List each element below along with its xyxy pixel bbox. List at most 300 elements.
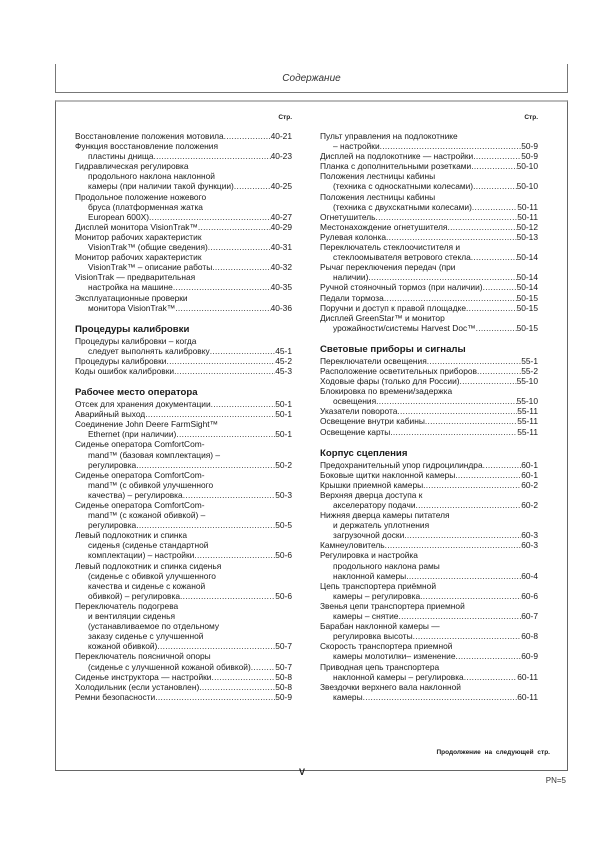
toc-entry[interactable] (75, 409, 292, 419)
toc-entry[interactable] (75, 192, 292, 222)
toc-entry-line: Отсек для хранения документации (75, 399, 211, 410)
toc-page-number[interactable]: 50-7 (275, 661, 292, 672)
toc-entry-last-line (75, 222, 292, 232)
dot-leader (466, 303, 517, 313)
toc-entry[interactable] (75, 252, 292, 272)
toc-page-number[interactable]: 50-8 (275, 681, 292, 692)
dot-leader (456, 651, 522, 661)
dot-leader (136, 520, 275, 530)
toc-entry[interactable] (320, 293, 538, 303)
toc-entry-last-line (320, 427, 538, 437)
toc-entry-line: Пульт управления на подлокотнике (320, 131, 458, 141)
dot-leader (471, 161, 516, 171)
toc-entry[interactable] (320, 641, 538, 661)
section-heading: Рабочее место оператора (75, 387, 198, 399)
toc-entry-line: загрузочной доски (333, 530, 405, 541)
toc-entry-line: Указатели поворота (320, 406, 398, 417)
toc-page-number[interactable]: 50-9 (521, 151, 538, 162)
dot-leader (136, 460, 275, 470)
toc-entry-line: (сиденье с улучшенной кожаной обивкой) (88, 661, 251, 672)
toc-entry[interactable] (75, 232, 292, 252)
toc-page-number[interactable]: 50-9 (275, 691, 292, 702)
toc-entry-line: Сиденье оператора ComfortCom- (75, 469, 205, 480)
toc-page-number[interactable]: 50-1 (275, 429, 292, 440)
toc-page-number[interactable]: 55-10 (516, 376, 538, 387)
toc-entry-line: Дисплей монитора VisionTrak™ (75, 221, 198, 232)
dot-leader (460, 376, 517, 386)
toc-entry[interactable] (320, 161, 538, 171)
toc-page-number[interactable]: 40-29 (270, 221, 292, 232)
toc-entry-line: камеры – регулировка (333, 590, 421, 601)
dot-leader (476, 323, 517, 333)
toc-entry-line: Регулировка и настройка (320, 550, 418, 561)
toc-entry-last-line (320, 470, 538, 480)
toc-entry[interactable] (75, 601, 292, 651)
dot-leader (376, 396, 516, 406)
toc-entry[interactable] (320, 550, 538, 580)
dot-leader (208, 242, 271, 252)
toc-entry-line: сиденья (сиденье стандартной (88, 540, 209, 551)
toc-entry[interactable] (75, 222, 292, 232)
dot-leader (199, 682, 275, 692)
toc-entry-line: качества и сиденье с кожаной (88, 580, 206, 591)
toc-entry[interactable] (320, 427, 538, 437)
toc-page-number[interactable]: 40-32 (270, 262, 292, 273)
toc-entry-line: (техника с односкатными колесами) (333, 181, 474, 192)
toc-entry-line: Планка с дополнительными розетками (320, 161, 472, 172)
dot-leader (183, 490, 276, 500)
continued-note: Продолжение на следующей стр. (436, 749, 550, 756)
toc-entry-last-line (75, 366, 292, 376)
page-title: Содержание (282, 73, 341, 84)
toc-entry[interactable] (320, 313, 538, 333)
toc-entry[interactable] (320, 303, 538, 313)
toc-page-number[interactable]: 45-3 (275, 365, 292, 376)
toc-entry[interactable] (320, 242, 538, 262)
toc-page-number[interactable]: 40-25 (270, 181, 292, 192)
toc-entry-line: Монитор рабочих характеристик (75, 252, 202, 263)
dot-leader (154, 151, 271, 161)
toc-entry-line: обивкой) – регулировка (88, 590, 180, 601)
header-box (55, 64, 568, 93)
toc-entry-last-line (320, 151, 538, 161)
dot-leader (194, 550, 275, 560)
toc-entry-line: Блокировка по времени/задержка (320, 386, 453, 397)
toc-entry-line: заказу сиденье с улучшенной (88, 631, 204, 642)
toc-entry[interactable] (320, 171, 538, 191)
toc-entry-last-line (320, 672, 538, 682)
toc-entry[interactable] (75, 161, 292, 191)
toc-entry-last-line (75, 131, 292, 141)
toc-entry-line: наклонной камеры – регулировка (333, 671, 464, 682)
toc-entry-line: Барабан наклонной камеры — (320, 621, 440, 632)
dot-leader (380, 141, 522, 151)
toc-entry-line: Сиденье оператора ComfortCom- (75, 500, 205, 510)
toc-page-number[interactable]: 50-12 (516, 221, 538, 232)
toc-entry-line: Скорость транспортера приемной (320, 641, 453, 652)
toc-page-number[interactable]: 60-2 (521, 479, 538, 490)
toc-page-number[interactable]: 50-8 (275, 671, 292, 682)
toc-entry[interactable] (320, 232, 538, 242)
toc-entry-last-line (320, 480, 538, 490)
dot-leader (416, 500, 522, 510)
dot-leader (477, 366, 521, 376)
toc-entry-line: кожаной обивкой) (88, 641, 158, 652)
dot-leader (368, 272, 516, 282)
toc-entry[interactable] (320, 131, 538, 151)
toc-entry-last-line (320, 500, 538, 510)
toc-entry-line: Соединение John Deere FarmSight™ (75, 419, 218, 430)
toc-entry[interactable] (75, 692, 292, 702)
toc-page-number[interactable]: 60-11 (517, 691, 538, 702)
toc-entry-last-line (75, 672, 292, 682)
dot-leader (175, 303, 270, 313)
dot-leader (455, 470, 521, 480)
toc-entry-line: Переключатель подогрева (75, 600, 179, 611)
toc-page-number[interactable]: 55-1 (521, 355, 538, 366)
toc-entry-last-line (75, 282, 292, 292)
toc-entry[interactable] (320, 601, 538, 621)
toc-page-number[interactable]: 60-9 (521, 651, 538, 662)
toc-entry-line: стеклоомывателя ветрового стекла (333, 252, 471, 263)
toc-entry-line: mand™ (базовая комплектация) – (88, 449, 221, 460)
dot-leader (180, 591, 275, 601)
toc-entry-line: Эксплуатационные проверки (75, 292, 188, 303)
toc-entry-last-line (320, 530, 538, 540)
toc-entry-line: Камнеуловитель (320, 540, 385, 551)
toc-entry[interactable] (75, 366, 292, 376)
toc-entry[interactable] (320, 151, 538, 161)
toc-entry-last-line (320, 272, 538, 282)
toc-entry-last-line (75, 212, 292, 222)
toc-entry-line: наклонной камеры (333, 570, 407, 581)
toc-entry-last-line (75, 662, 292, 672)
toc-entry[interactable] (75, 141, 292, 161)
toc-page-number[interactable]: 50-11 (517, 211, 538, 222)
dot-leader (234, 181, 271, 191)
toc-page-number[interactable]: 50-9 (521, 141, 538, 152)
toc-page-number[interactable]: 45-2 (275, 355, 292, 366)
toc-entry-line: Ремни безопасности (75, 691, 156, 702)
toc-entry[interactable] (75, 131, 292, 141)
toc-entry[interactable] (320, 490, 538, 510)
toc-entry-line: Ручной стояночный тормоз (при наличии) (320, 282, 483, 293)
toc-page-number[interactable]: 40-35 (270, 282, 292, 293)
toc-entry-last-line (75, 262, 292, 272)
page-column-header: Стр. (278, 114, 292, 121)
toc-page-number[interactable]: 50-14 (516, 272, 538, 283)
toc-page-number[interactable]: 50-11 (517, 201, 538, 212)
toc-entry[interactable] (75, 336, 292, 356)
toc-entry-line: Функция восстановление положения (75, 141, 218, 152)
toc-entry-line: Переключатели освещения (320, 355, 427, 366)
toc-entry-last-line (75, 399, 292, 409)
toc-entry-last-line (75, 490, 292, 500)
toc-entry-line: регулировка (88, 520, 137, 531)
toc-entry-line: Аварийный выход (75, 409, 146, 420)
toc-page-number[interactable]: 50-14 (516, 282, 538, 293)
toc-entry-line: mand™ (с обивкой улучшенного (88, 479, 214, 490)
toc-page-number[interactable]: 60-1 (521, 469, 538, 480)
toc-entry[interactable] (75, 399, 292, 409)
toc-entry[interactable] (320, 581, 538, 601)
toc-page-number[interactable]: 60-6 (521, 590, 538, 601)
toc-entry-line: Коды ошибок калибровки (75, 365, 175, 376)
toc-entry-line: Предохранительный упор гидроцилиндра (320, 459, 483, 470)
toc-entry-line: продольного наклона рамы (333, 560, 440, 571)
toc-entry-line: следует выполнять калибровку (88, 345, 210, 356)
toc-entry-last-line (320, 293, 538, 303)
toc-entry[interactable] (320, 682, 538, 702)
toc-entry-last-line (75, 356, 292, 366)
toc-entry[interactable] (320, 356, 538, 366)
toc-entry[interactable] (320, 262, 538, 282)
toc-page-number[interactable]: 60-3 (521, 540, 538, 551)
dot-leader (212, 262, 270, 272)
toc-entry-line: Левый подлокотник и спинка (75, 530, 188, 541)
toc-entry-line: Рулевая колонка (320, 231, 387, 242)
toc-entry-last-line (320, 692, 538, 702)
toc-entry-line: Дисплей на подлокотнике — настройки (320, 151, 474, 162)
toc-entry[interactable] (320, 510, 538, 540)
toc-entry-last-line (320, 141, 538, 151)
toc-page-number[interactable]: 40-23 (270, 151, 292, 162)
toc-page-number[interactable]: 50-3 (275, 489, 292, 500)
toc-entry-line: и держатель уплотнения (333, 520, 430, 531)
dot-leader (398, 611, 521, 621)
toc-entry-last-line (320, 303, 538, 313)
dot-leader (166, 356, 275, 366)
toc-entry[interactable] (320, 470, 538, 480)
toc-entry-last-line (320, 222, 538, 232)
toc-page-number[interactable]: 50-7 (275, 641, 292, 652)
dot-leader (157, 641, 275, 651)
toc-page-number[interactable]: 60-11 (517, 671, 538, 682)
toc-page-number[interactable]: 50-14 (516, 252, 538, 263)
dot-leader (413, 631, 522, 641)
toc-entry[interactable] (320, 406, 538, 416)
toc-entry-line: Положения лестницы кабины (320, 171, 436, 182)
toc-entry-line: Переключатель стеклоочистителя и (320, 242, 461, 253)
toc-entry-line: урожайности/системы Harvest Doc™ (333, 322, 476, 333)
toc-entry[interactable] (75, 500, 292, 530)
toc-page-number[interactable]: 60-3 (521, 530, 538, 541)
toc-entry[interactable] (75, 272, 292, 292)
dot-leader (420, 591, 521, 601)
toc-entry-line: Левый подлокотник и спинка сиденья (75, 560, 222, 571)
toc-entry[interactable] (320, 366, 538, 376)
toc-entry-line: камеры – снятие (333, 611, 399, 622)
dot-leader (224, 131, 271, 141)
toc-entry-line: продольного наклона наклонной (88, 171, 215, 182)
toc-entry[interactable] (320, 212, 538, 222)
toc-page-number[interactable]: 55-11 (517, 406, 538, 417)
toc-entry-last-line (320, 252, 538, 262)
toc-page-number[interactable]: 50-15 (516, 302, 538, 313)
toc-entry-line: VisionTrak™ (общие сведения) (88, 242, 208, 253)
toc-entry-line: VisionTrak™ – описание работы (88, 262, 213, 273)
toc-entry[interactable] (320, 416, 538, 426)
dot-leader (145, 409, 275, 419)
toc-page-number[interactable]: 60-4 (521, 570, 538, 581)
toc-entry-last-line (75, 242, 292, 252)
toc-entry[interactable] (320, 386, 538, 406)
toc-entry-line: Звенья цепи транспортера приемной (320, 600, 465, 611)
toc-entry-last-line (75, 181, 292, 191)
toc-page-number[interactable]: 50-1 (275, 409, 292, 420)
dot-leader (427, 356, 521, 366)
toc-page-number[interactable]: 40-36 (270, 302, 292, 313)
toc-entry-last-line (75, 151, 292, 161)
toc-page-number[interactable]: 50-13 (516, 231, 538, 242)
toc-entry[interactable] (75, 470, 292, 500)
toc-entry[interactable] (75, 682, 292, 692)
toc-page-number[interactable]: 50-15 (516, 292, 538, 303)
toc-entry-last-line (320, 460, 538, 470)
toc-entry-line: Расположение осветительных приборов (320, 365, 477, 376)
toc-page-number[interactable]: 40-31 (270, 242, 292, 253)
dot-leader (472, 202, 517, 212)
toc-page-number[interactable]: 55-2 (521, 365, 538, 376)
toc-entry-line: Цепь транспортера приёмной (320, 580, 436, 591)
dot-leader (423, 480, 521, 490)
toc-entry-line: Ethernet (при наличии) (88, 429, 177, 440)
toc-entry-line: Холодильник (если установлен) (75, 681, 200, 692)
toc-entry-line: монитора VisionTrak™ (88, 302, 176, 313)
toc-entry-line: Гидравлическая регулировка (75, 161, 189, 172)
pn-label: PN=5 (545, 776, 566, 785)
toc-entry[interactable] (75, 419, 292, 439)
toc-entry-line: Огнетушитель (320, 211, 376, 222)
page-column-header: Стр. (524, 114, 538, 121)
toc-entry-line: Переключатель поясничной опоры (75, 651, 211, 662)
dot-leader (483, 282, 517, 292)
toc-entry-last-line (320, 396, 538, 406)
toc-page-number[interactable]: 60-2 (521, 500, 538, 510)
toc-entry-last-line (75, 520, 292, 530)
toc-entry-line: комплектации) – настройки (88, 550, 195, 561)
toc-entry[interactable] (320, 662, 538, 682)
toc-page-number[interactable]: 60-7 (521, 611, 538, 622)
toc-page-number[interactable]: 60-1 (521, 459, 538, 470)
toc-entry-line: Местонахождение огнетушителя (320, 221, 448, 232)
toc-entry[interactable] (75, 561, 292, 601)
toc-page-number[interactable]: 50-10 (516, 161, 538, 172)
toc-page-number[interactable]: 60-8 (521, 631, 538, 642)
toc-entry-last-line (320, 376, 538, 386)
toc-entry-line: Процедуры калибровки – когда (75, 335, 197, 346)
toc-page-number[interactable]: 50-2 (275, 459, 292, 470)
toc-entry-last-line (320, 212, 538, 222)
toc-entry-last-line (320, 161, 538, 171)
toc-entry[interactable] (320, 460, 538, 470)
toc-entry[interactable] (75, 439, 292, 469)
toc-page-number[interactable]: 55-11 (517, 426, 538, 437)
dot-leader (251, 662, 275, 672)
toc-entry-line: Сиденье инструктора — настройки (75, 671, 212, 682)
toc-entry-line: Освещение внутри кабины (320, 416, 425, 427)
toc-entry[interactable] (75, 293, 292, 313)
toc-entry[interactable] (320, 376, 538, 386)
toc-page-number[interactable]: 50-6 (275, 590, 292, 601)
toc-entry[interactable] (75, 530, 292, 560)
dot-leader (425, 416, 517, 426)
toc-entry-line: Освещение карты (320, 426, 391, 437)
toc-page-number[interactable]: 55-10 (516, 396, 538, 407)
toc-entry-line: mand™ (с кожаной обивкой) – (88, 510, 206, 521)
toc-entry-line: Звездочки верхнего вала наклонной (320, 681, 461, 692)
toc-entry-line: Дисплей GreenStar™ и монитор (320, 312, 445, 323)
toc-page-number[interactable]: 50-15 (516, 322, 538, 333)
toc-entry[interactable] (320, 222, 538, 232)
toc-entry[interactable] (320, 192, 538, 212)
toc-entry-last-line (320, 202, 538, 212)
toc-entry-line: (сиденье с обивкой улучшенного (88, 570, 216, 581)
toc-entry-line: Крышки приемной камеры (320, 479, 424, 490)
dot-leader (397, 406, 517, 416)
toc-entry-line: камеры (при наличии такой функции) (88, 181, 234, 192)
dot-leader (406, 571, 521, 581)
toc-entry-line: акселератору подачи (333, 500, 416, 510)
toc-entry-last-line (320, 540, 538, 550)
toc-entry-last-line (75, 682, 292, 692)
toc-page-number[interactable]: 40-27 (270, 211, 292, 222)
toc-entry-last-line (320, 611, 538, 621)
toc-page-number[interactable]: 40-21 (270, 131, 292, 141)
toc-entry-last-line (75, 641, 292, 651)
toc-page-number[interactable]: 45-1 (275, 345, 292, 356)
toc-entry-line: наличии) (333, 272, 369, 283)
toc-entry-last-line (75, 692, 292, 702)
toc-entry[interactable] (320, 282, 538, 292)
toc-page-number[interactable]: 50-6 (275, 550, 292, 561)
toc-entry[interactable] (320, 480, 538, 490)
toc-page-number[interactable]: 50-5 (275, 520, 292, 531)
toc-page-number[interactable]: 50-10 (516, 181, 538, 192)
toc-entry-line: Процедуры калибровки (75, 355, 167, 366)
toc-entry-last-line (320, 323, 538, 333)
dot-leader (211, 672, 275, 682)
toc-entry-line: European 600X) (88, 211, 149, 222)
dot-leader (149, 212, 271, 222)
section-heading: Процедуры калибровки (75, 323, 190, 335)
toc-entry-line: Педали тормоза (320, 292, 384, 303)
dot-leader (155, 692, 275, 702)
toc-page-number[interactable]: 55-11 (517, 416, 538, 427)
toc-entry-last-line (320, 591, 538, 601)
toc-entry-line: Сиденье оператора ComfortCom- (75, 439, 205, 450)
dot-leader (390, 427, 517, 437)
dot-leader (473, 151, 521, 161)
dot-leader (375, 212, 517, 222)
toc-entry-last-line (75, 550, 292, 560)
toc-entries-right (320, 131, 538, 702)
toc-entry-last-line (320, 356, 538, 366)
toc-entry-last-line (320, 406, 538, 416)
toc-entry-line: Поручни и доступ к правой площадке (320, 302, 467, 313)
toc-entry[interactable] (320, 621, 538, 641)
dot-leader (404, 530, 521, 540)
toc-entry-last-line (320, 232, 538, 242)
toc-page-number[interactable]: 50-1 (275, 399, 292, 410)
dot-leader (464, 672, 517, 682)
toc-entry[interactable] (75, 356, 292, 366)
toc-entry[interactable] (75, 672, 292, 682)
toc-entry[interactable] (75, 651, 292, 671)
toc-entry[interactable] (320, 540, 538, 550)
toc-entry-line: настройка на машине (88, 282, 173, 293)
toc-entry-last-line (320, 181, 538, 191)
